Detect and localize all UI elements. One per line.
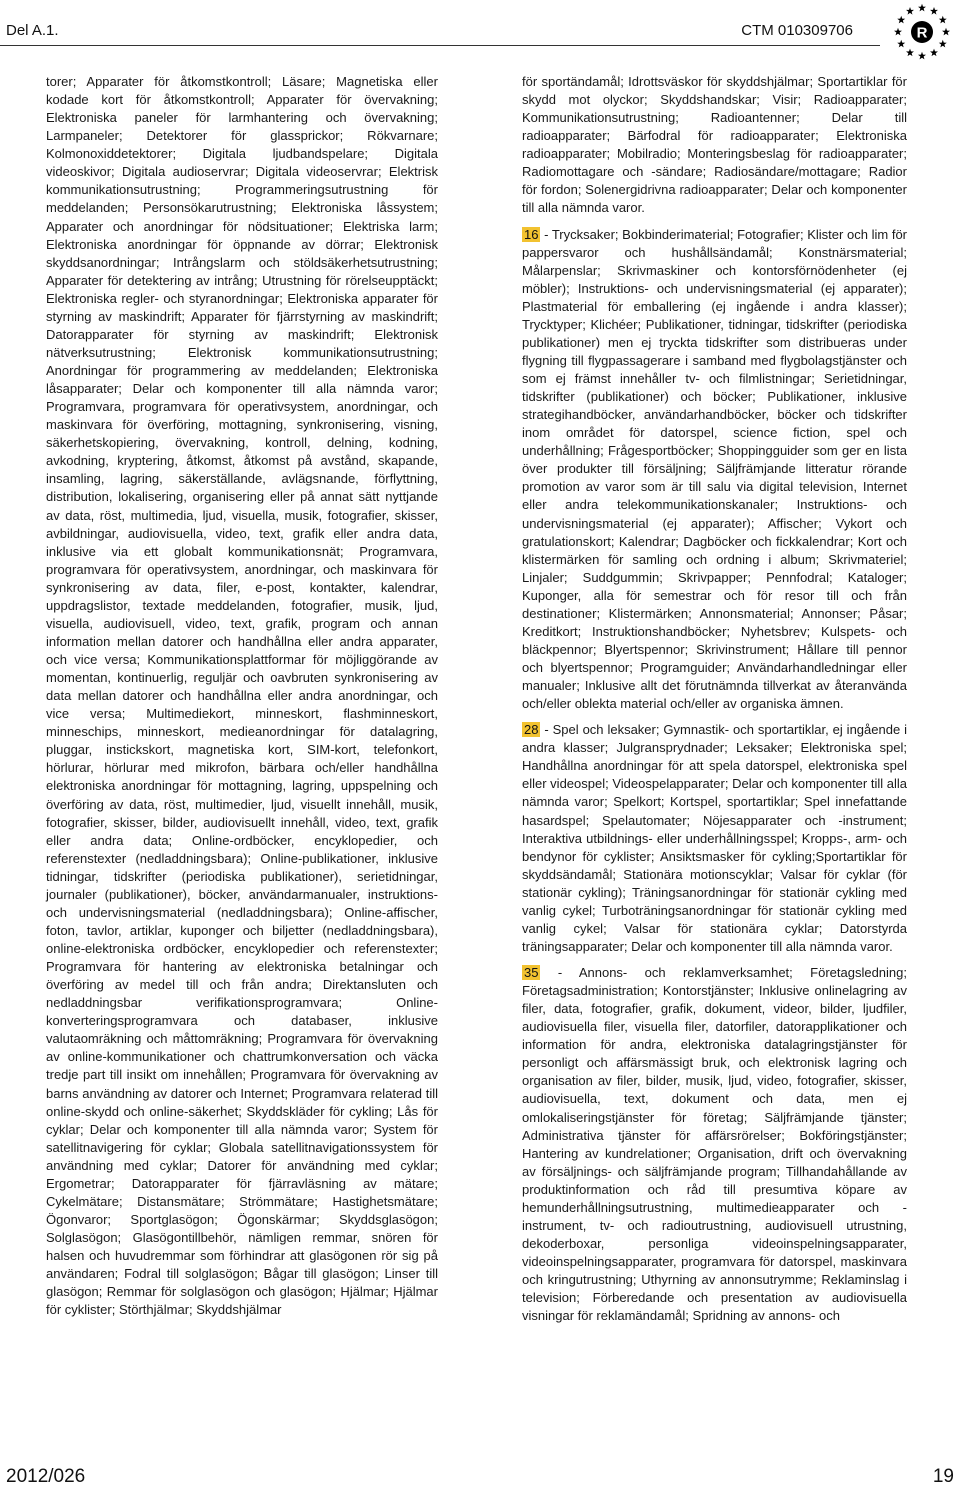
star-icon: [918, 52, 926, 60]
trademark-reference: CTM 010309706: [741, 22, 853, 39]
class-number-badge: 16: [524, 226, 539, 242]
class-number-badge: 28: [524, 722, 539, 738]
header-rule: [0, 45, 880, 46]
star-icon: [897, 40, 905, 48]
star-icon: [930, 7, 938, 15]
class-entry-35: [522, 964, 907, 1325]
class-number-badge: 35: [524, 965, 539, 980]
star-icon: [897, 16, 905, 24]
right-column: [522, 73, 907, 1325]
star-icon: [894, 28, 902, 36]
star-icon: [942, 28, 950, 36]
section-label: Del A.1.: [6, 22, 59, 39]
page-number: 19: [932, 1466, 954, 1487]
bulletin-issue: 2012/026: [6, 1466, 86, 1487]
goods-list-continued: torer; Apparater för åtkomstkontroll; Läsare; Magnetiska eller kodade kort för åtkomstkontroll; Apparater för övervakning; Elektroniska paneler för larmhantering och övervakning; Larmpaneler; Detektorer för glassprickor; Rökvarnare; Kolmonoxiddetektorer; Digitala ljudbandspelare; Digitala videoskivor; Digitala audioservrar; Digitala videoservrar; Elektrisk kommunikationsutrustning; Programmeringsutrustning för meddelanden; Personsökarutrustning; Elektroniska låssystem; Apparater och anordningar för nödsituationer; Elektriska larm; Elektroniska anordningar för öppnande av dörrar; Elektronisk skyddsanordningar; Intrångslarm och stöldsäkerhetsutrustning; Apparater för detektering av intrång; Utrustning för rörelseupptäckt; Elektroniska regler- och styranordningar; Elektroniska apparater för styrning av maskindrift; Apparater för fjärrstyrning av maskindrift; Datorapparater för styrning av maskindrift; Elektronisk nätverksutrustning; Elektronisk kommunikationsutrustning; Anordningar för programmering av meddelanden; Elektroniska låsapparater; Delar och komponenter till alla nämnda varor; Programvara, programvara för operativsystem, anordningar, och maskinvara för överföring, mottagning, synkronisering, visning, säkerhetskopiering, övervakning, kontroll, delning, kodning, avkodning, kryptering, åtkomst, åtkomst på avstånd, skapande, insamling, lagring, säkerställande, avlägsnande, förflyttning, distribution, lokalisering, organisering eller på annat sätt nyttjande av data, röst, multimedia, ljud, visuella, musik, fotografier, skisser, avbildningar, audiovisuella, video, text, grafik eller andra data, inklusive via ett globalt kommunikationsnät; Programvara, programvara för operativsystem, anordningar, och maskinvara för synkronisering av data, filer, e-post, kontakter, kalendrar, uppdragslistor, textade meddelanden, fotografier, musik, ljud, visuella, audiovisuell, video, text, grafik, program och annan information mellan datorer och handhållna eller andra apparater, och vice versa; Kommunikationsplattformar för möjliggörande av momentan, kontinuerlig, reguljär och oavbruten synkronisering av data mellan datorer och handhållna eller andra anordningar, och vice versa; Multimediekort, minneskort, flashminneskort, minneschips, minneskort, medieanordningar för datalagring, pluggar, instickskort, magnetiska kort, SIM-kort, telefonkort, hörlurar, hörlurar med mikrofon, bärbara och/eller handhållna elektroniska anordningar för mottagning, lagring, uppspelning och överföring av data, röst, multimedier, ljud, visuellt innehåll, musik, fotografier, skisser, bilder, audiovisuellt innehåll, video, text, grafik eller andra data; Online-ordböcker, encyklopedier, och referenstexter (nedladdningsbara); Online-publikationer, inklusive tidningar, tidskrifter (periodiska publikationer), serietidningar, journaler (publikationer), böcker, användarmanualer, instruktions- och undervisningsmaterial (nedladdningsbara); Online-affischer, foton, tavlor, artiklar, kuponger och biljetter (nedladdningsbara), online-elektroniska ordböcker, encyklopedier och referenstexter; Programvara för hantering av elektroniska betalningar och överföring av medel till och från andra; Direktansluten och nedladdningsbar verifikationsprogramvara; Online-konverteringsprogramvara och databaser, inklusive valutaomräkning och måttomräkning; Programvara för övervakning av online-kommunikationer och chattrumkonversation och väcka tredje part till insikt om innehållen; Programvara för övervakning av barns användning av datorer och Internet; Programvara relaterad till online-skydd och online-säkerhet; Skyddskläder för cykling; Lås för cyklar; Delar och komponenter till alla nämnda varor; System för satellitnavigering för cyklar; Globala satellitnavigationssystem för användning med cyklar; Datorer för användning med cyklar; Ergometrar; Datorapparater för fjärravläsning av mätare; Cykelmätare; Distansmätare; Strömmätare; Hastighetsmätare; Ögonvaror; Sportglasögon; Ögonskärmar; Skyddsglasögon; Solglasögon; Glasögontillbehör, nämligen remmar, snören för halsen och huvudremmar som förhindrar att glasögonen rör sig på användaren; Fodral till solglasögon; Bågar till glasögon; Linser till glasögon; Remmar för solglasögon och glasögon; Hjälmar; Hjälmar för cyklister; Störthjälmar; Skyddshjälmar: [46, 74, 438, 1318]
star-icon: [918, 4, 926, 12]
eu-stars-r-logo-icon: [890, 2, 954, 62]
class-text: - Trycksaker; Bokbinderimaterial; Fotografier; Klister och lim för pappersvaror och hushållsändamål; Konstnärsmaterial; Målarpenslar; Skrivmaskiner och kontorsförnödenheter (ej möbler); Instruktions- och undervisningsmaterial (ej apparater); Plastmaterial för emballering (ej ingående i andra klasser); Trycktyper; Klichéer; Publikationer, tidningar, tidskrifter (periodiska publikationer) men ej tryckta tidskrifter som distribueras under flygning till flygpassagerare i samband med flygbolagstjänster och som ej främst innehåller tv- och filmlistningar; Serietidningar, tidskrifter (publikationer) och böcker; Publikationer, inklusive strategihandböcker, användarhandböcker, böcker och tidskrifter inom området för datorspel, science fiction, spel och underhållning; Frågesportböcker; Shoppingguider som ger en lista över produkter till försäljning; Säljfrämjande litteratur rörande promotion av varor som är till salu via digital television, Internet eller andra telekommunikationskanaler; Instruktions- och undervisningsmaterial (ej apparater); Affischer; Vykort och gratulationskort; Kalendrar; Dagböcker och fickkalendrar; Kort och klistermärken för samling och ordning i album; Skrivmateriel; Linjaler; Suddgummin; Skrivpapper; Pennfodral; Kataloger; Kuponger, alla för semestrar och för resor till och från destinationer; Klistermärken; Annonsmaterial; Annonser; Påsar; Kreditkort; Instruktionshandböcker; Nyhetsbrev; Kulspets- och bläckpennor; Blyertspennor; Skrivinstrument; Hållare till pennor och blyertspennor; Programguider; Användarhandledningar eller manualer; Inklusive allt det förutnämnda tillverkat av återanvända och/eller oblekta material och/eller av organiska ämnen.: [522, 226, 907, 712]
star-icon: [939, 16, 947, 24]
star-icon: [906, 49, 914, 57]
star-icon: [906, 7, 914, 15]
class-text: - Annons- och reklamverksamhet; Företagsledning; Företagsadministration; Kontorstjänster; Inklusive onlinelagring av filer, data, fotografier, grafik, dokument, videor, bilder, ljudfiler, audiovisuella filer, visuella filer, datorfiler, datorapplikationer och information för andra, elektroniska datalagringstjänster för personligt och affärsmässigt bruk, och elektronisk lagring och organisation av filer, bilder, musik, ljud, video, fotografier, skisser, audiovisuella, text, dokument och data, men ej omlokaliseringstjänster för företag; Säljfrämjande tjänster; Administrativa tjänster för affärsrörelser; Bokföringstjänster; Hantering av kundrelationer; Organisation, drift och övervakning av försäljnings- och säljfrämjande program; Tillhandahållande av produktinformation och råd till presumtiva köpare av hemunderhållningsutrustning, multimedieapparater och -instrument, tv- och radioutrustning, audiovisuell utrustning, dekoderboxar, personliga videoinspelningsapparater, videoinspelningsapparater, programvara för datorspel, maskinvara och kringutrustning; Uthyrning av annonsutrymme; Reklaminslag i television; Förberedande och presentation av audiovisuella visningar för reklamändamål; Spridning av annons- och: [522, 965, 907, 1324]
class-entry-16: [522, 226, 907, 714]
star-icon: [930, 49, 938, 57]
class-text: - Spel och leksaker; Gymnastik- och sportartiklar, ej ingående i andra klasser; Julgransprydnader; Leksaker; Elektroniska spel; Handhållna anordningar för att spela datorspel, elektroniska spel eller videospel; Videospelapparater; Delar och komponenter till alla nämnda varor; Spelkort; Kortspel, sportartiklar; Spel innefattande hasardspel; Spelautomater; Nöjesapparater och -instrument; Interaktiva utbildnings- eller underhållningsspel; Kropps-, arm- och bendynor för cyklister; Ansiktsmasker för cykling;Sportartiklar för skyddsändamål; Stationära motionscyklar; Valsar för cyklar (för stationär cykling); Träningsanordningar för stationär cykling med vanlig cykel; Turboträningsanordningar för stationär cykling med vanlig cykel; Valsar för stationära cyklar; Datorstyrda träningsapparater; Delar och komponenter till alla nämnda varor.: [522, 722, 907, 954]
logo-letter: R: [916, 24, 928, 42]
star-icon: [939, 40, 947, 48]
class-entry-28: [522, 721, 907, 956]
goods-list-continued-right: för sportändamål; Idrottsväskor för skyddshjälmar; Sportartiklar för skydd mot olyckor; Skyddshandskar; Visir; Radioapparater; Kommunikationsutrustning; Radioantenner; Delar till radioapparater; Bärfodral för radioapparater; Elektroniska radioapparater; Mobilradio; Monteringsbeslag för radioapparater; Radiomottagare och -sändare; Radiosändare/mottagare; Radior för fordon; Solenergidrivna radioapparater; Delar och komponenter till alla nämnda varor.: [522, 74, 907, 216]
left-column: [46, 73, 438, 1319]
